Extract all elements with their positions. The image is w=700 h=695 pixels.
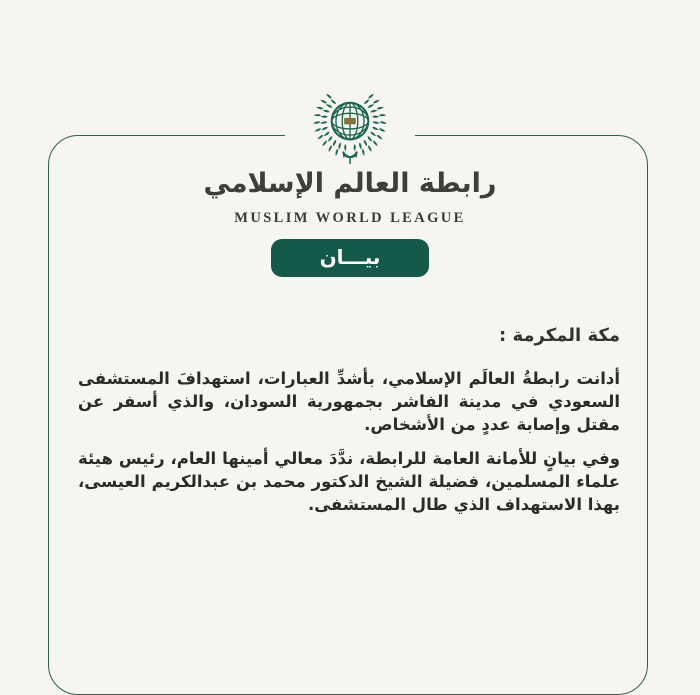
mwl-logo [285,85,415,165]
mwl-emblem-graphic [311,85,389,165]
wreath-stem [343,152,357,163]
statement-banner: بيـــان [271,239,429,277]
statement-body [78,325,620,527]
arabic-brand-title: رابطة العالم الإسلامي [203,168,497,199]
statement-paragraph: أدانت رابطةُ العالَم الإسلامي، بأشدِّ العبارات، استهدافَ المستشفى السعودي في مدينة الفاشر بجمهورية السودان، والذي أسفر عن مقتل وإصابة عددٍ من الأشخاص. [78,369,620,434]
latin-brand-title: MUSLIM WORLD LEAGUE [234,210,466,226]
kaaba-band [344,118,356,125]
location-heading: مكة المكرمة : [499,325,620,346]
statement-paragraph: وفي بيانٍ للأمانة العامة للرابطة، ندَّدَ معالي أمينها العام، رئيس هيئة علماء المسلمين، فضيلة الشيخ الدكتور محمد بن عبدالكريم العيسى، بهذا الاستهداف الذي طال المستشفى. [78,449,620,514]
